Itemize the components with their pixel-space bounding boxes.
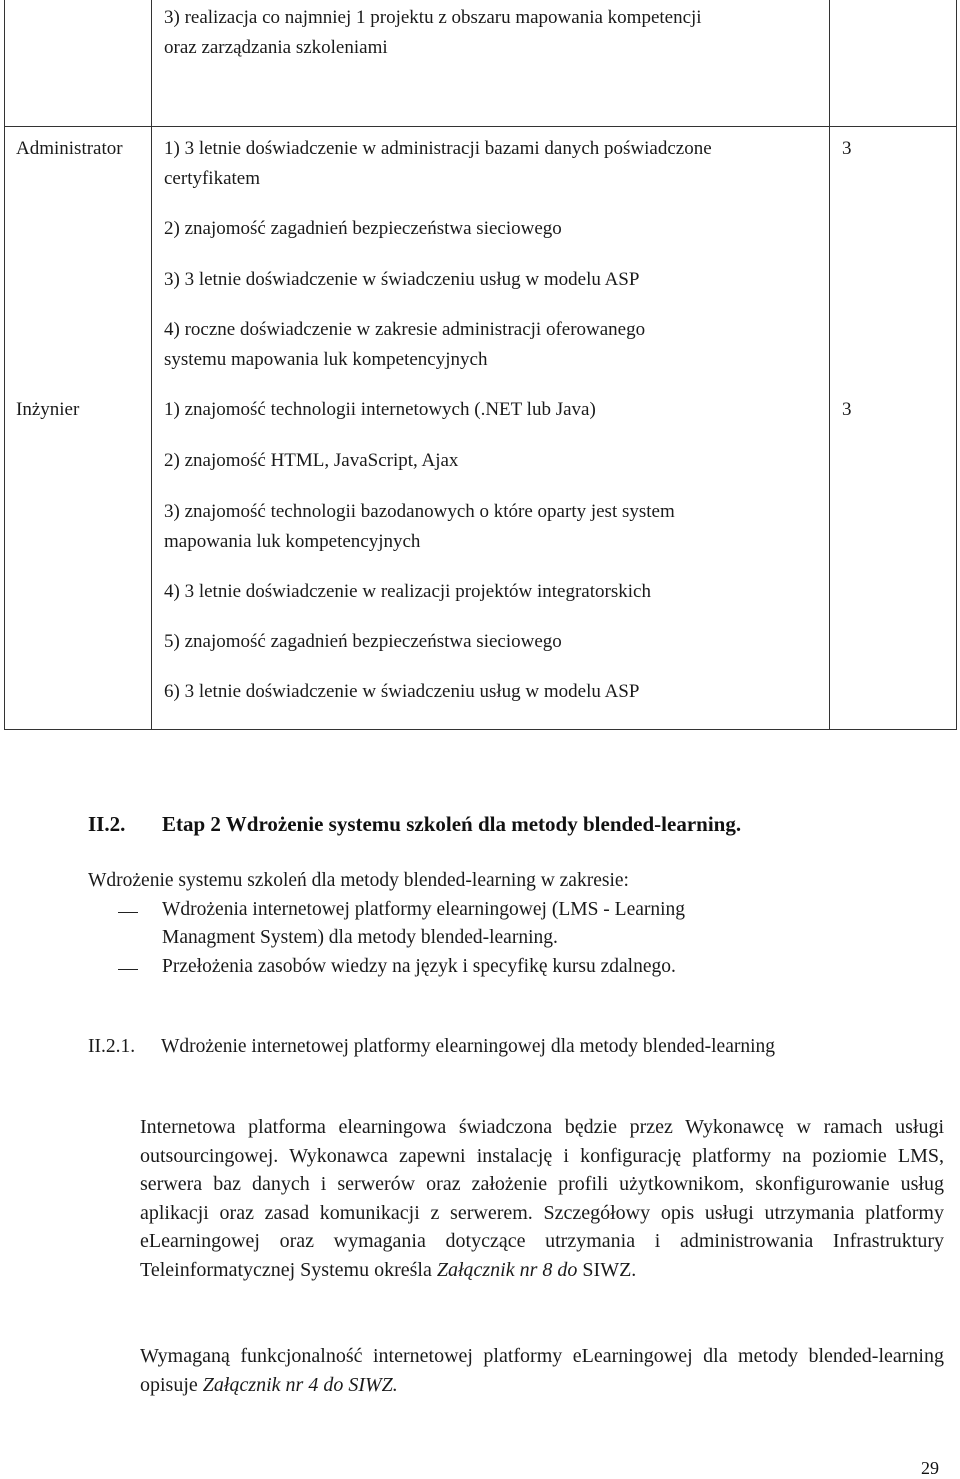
table-cell-line: 3) realizacja co najmniej 1 projektu z obszaru mapowania kompetencji: [164, 7, 702, 28]
bullet-item: Przełożenia zasobów wiedzy na język i specyfikę kursu zdalnego.: [162, 956, 676, 977]
requirement-item: certyfikatem: [164, 168, 261, 189]
section-heading: [88, 812, 741, 837]
requirement-item: 4) 3 letnie doświadczenie w realizacji projektów integratorskich: [164, 581, 651, 602]
bullet-dash: [118, 912, 138, 913]
section-title: Etap 2 Wdrożenie systemu szkoleń dla metody blended-learning.: [162, 812, 742, 836]
paragraph-text: Internetowa platforma elearningowa świadczona będzie przez Wykonawcę w ramach usługi outsourcingowej. Wykonawca zapewni instalację i konfigurację platformy na poziomie LMS, serwera baz danych i serwerów oraz założenie profili użytkownikom, skonfigurowanie usług aplikacji oraz zasad komunikacji z serwerem. Szczegółowy opis usługi utrzymania platformy eLearningowej oraz wymagania dotyczące utrzymania i administrowania Infrastruktury Teleinformatycznej Systemu określa: [140, 1116, 944, 1281]
role-label-administrator: Administrator: [16, 138, 123, 159]
section-number: II.2.: [88, 812, 126, 836]
page-number: 29: [921, 1458, 939, 1478]
attachment-reference: Załącznik nr 4 do SIWZ.: [202, 1373, 398, 1396]
role-count: 3: [842, 138, 852, 159]
requirement-item: 2) znajomość zagadnień bezpieczeństwa sieciowego: [164, 218, 562, 239]
requirement-item: mapowania luk kompetencyjnych: [164, 531, 421, 552]
requirement-item: 6) 3 letnie doświadczenie w świadczeniu usług w modelu ASP: [164, 681, 640, 702]
requirement-item: 1) znajomość technologii internetowych (.NET lub Java): [164, 399, 596, 420]
paragraph-tail: SIWZ.: [577, 1258, 637, 1281]
subsection-number: II.2.1.: [88, 1036, 136, 1057]
requirement-item: 3) znajomość technologii bazodanowych o które oparty jest system: [164, 501, 675, 522]
body-paragraph: [140, 1113, 944, 1284]
column-divider: [151, 0, 152, 729]
role-count: 3: [842, 399, 852, 420]
requirement-item: systemu mapowania luk kompetencyjnych: [164, 349, 488, 370]
requirement-item: 2) znajomość HTML, JavaScript, Ajax: [164, 450, 459, 471]
bullet-dash: [118, 969, 138, 970]
requirement-item: 3) 3 letnie doświadczenie w świadczeniu usług w modelu ASP: [164, 269, 640, 290]
requirement-item: 1) 3 letnie doświadczenie w administracji bazami danych poświadczone: [164, 138, 712, 159]
requirement-item: 5) znajomość zagadnień bezpieczeństwa sieciowego: [164, 631, 562, 652]
section-intro: Wdrożenie systemu szkoleń dla metody blended-learning w zakresie:: [88, 870, 629, 891]
attachment-reference: Załącznik nr 8 do: [436, 1258, 578, 1281]
column-divider: [829, 0, 830, 729]
subsection-title: Wdrożenie internetowej platformy elearningowej dla metody blended-learning: [161, 1036, 776, 1057]
table-cell-line: oraz zarządzania szkoleniami: [164, 37, 388, 58]
requirement-item: 4) roczne doświadczenie w zakresie administracji oferowanego: [164, 319, 646, 340]
row-divider: [5, 126, 956, 127]
bullet-item-continuation: Managment System) dla metody blended-learning.: [162, 927, 558, 948]
body-paragraph: [140, 1342, 944, 1399]
paragraph-text: Wymaganą funkcjonalność internetowej platformy eLearningowej dla metody blended-learning opisuje: [140, 1345, 944, 1396]
role-label-inzynier: Inżynier: [16, 399, 80, 420]
bullet-item: Wdrożenia internetowej platformy elearningowej (LMS - Learning: [162, 899, 686, 920]
